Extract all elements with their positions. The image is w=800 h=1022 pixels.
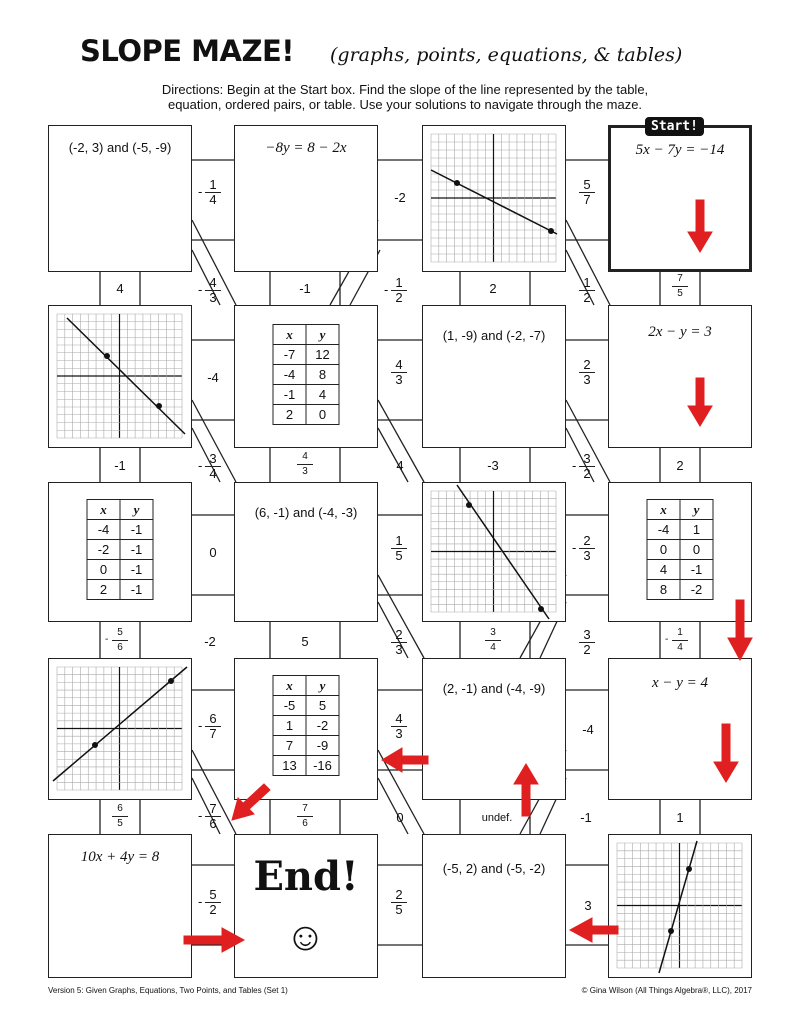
fraction-numerator: 1 xyxy=(672,626,688,641)
table-cell: 2 xyxy=(87,580,120,600)
footer-copyright: © Gina Wilson (All Things Algebra®, LLC), 2017 xyxy=(581,986,752,995)
fraction-numerator: 2 xyxy=(579,534,595,549)
fraction-denominator: 5 xyxy=(395,902,403,917)
table-header-cell: x xyxy=(87,500,120,520)
table-header-cell: y xyxy=(306,325,339,345)
equation: −8y = 8 − 2x xyxy=(265,140,347,156)
arrow-left-icon xyxy=(570,918,618,942)
table-cell: -5 xyxy=(273,696,306,716)
fraction-sign: - xyxy=(198,808,203,823)
fraction-sign: - xyxy=(198,718,203,733)
footer-version: Version 5: Given Graphs, Equations, Two Points, and Tables (Set 1) xyxy=(48,986,288,995)
table-cell: -1 xyxy=(120,580,153,600)
table-cell: -4 xyxy=(647,520,680,540)
table-cell: 2 xyxy=(273,405,306,425)
path-value: -1 xyxy=(580,810,592,825)
fraction-numerator: 5 xyxy=(112,626,128,641)
fraction-numerator: 7 xyxy=(297,802,313,817)
fraction-sign: - xyxy=(105,634,109,645)
table-header-cell: x xyxy=(273,676,306,696)
fraction-sign: - xyxy=(384,282,389,297)
path-value: 1 xyxy=(676,810,684,825)
table-cell: 0 xyxy=(680,540,713,560)
table-cell: 5 xyxy=(306,696,339,716)
table-header-cell: y xyxy=(680,500,713,520)
path-value: -1 xyxy=(299,281,311,296)
arrow-up-icon xyxy=(514,764,538,816)
arrow-down-icon xyxy=(688,378,712,426)
fraction-denominator: 3 xyxy=(583,548,591,563)
table-cell: -2 xyxy=(306,716,339,736)
arrow-down-icon xyxy=(728,600,752,660)
fraction-denominator: 3 xyxy=(209,290,217,305)
path-value: -4 xyxy=(207,370,219,385)
table-header-cell: x xyxy=(647,500,680,520)
fraction-sign: - xyxy=(198,894,203,909)
fraction-numerator: 5 xyxy=(579,178,595,193)
fraction-numerator: 6 xyxy=(205,712,221,727)
path-value: undef. xyxy=(481,812,513,824)
fraction-denominator: 2 xyxy=(209,902,217,917)
fraction-numerator: 2 xyxy=(391,888,407,903)
fraction-denominator: 3 xyxy=(395,372,403,387)
fraction-numerator: 1 xyxy=(391,276,407,291)
fraction-numerator: 2 xyxy=(391,628,407,643)
table-cell: -1 xyxy=(120,540,153,560)
fraction-numerator: 1 xyxy=(391,534,407,549)
table-cell: 7 xyxy=(273,736,306,756)
fraction-sign: - xyxy=(198,184,203,199)
fraction-numerator: 7 xyxy=(205,802,221,817)
table-cell: 0 xyxy=(306,405,339,425)
fraction-denominator: 3 xyxy=(395,642,403,657)
table-cell: 8 xyxy=(647,580,680,600)
fraction-sign: - xyxy=(572,540,577,555)
table-cell: -16 xyxy=(306,756,339,776)
table-cell: -1 xyxy=(680,560,713,580)
path-value: 2 xyxy=(489,281,497,296)
fraction-numerator: 4 xyxy=(205,276,221,291)
fraction-denominator: 4 xyxy=(677,642,683,653)
fraction-denominator: 7 xyxy=(583,192,591,207)
directions-line-1: Directions: Begin at the Start box. Find the slope of the line represented by the table, xyxy=(161,82,649,97)
fraction-numerator: 4 xyxy=(297,450,313,465)
fraction-sign: - xyxy=(198,458,203,473)
arrow-right-icon xyxy=(184,928,244,952)
equation: 10x + 4y = 8 xyxy=(80,849,160,865)
fraction-denominator: 2 xyxy=(395,290,403,305)
fraction-numerator: 3 xyxy=(205,452,221,467)
equation: x − y = 4 xyxy=(651,675,709,691)
table-cell: 1 xyxy=(273,716,306,736)
fraction-numerator: 4 xyxy=(391,358,407,373)
start-label: Start! xyxy=(645,117,704,136)
fraction-denominator: 6 xyxy=(209,816,217,831)
fraction-denominator: 6 xyxy=(302,818,308,829)
fraction-denominator: 3 xyxy=(583,372,591,387)
table-cell: 0 xyxy=(87,560,120,580)
smiley-icon: ☺ xyxy=(285,915,326,959)
fraction-numerator: 6 xyxy=(112,802,128,817)
fraction-denominator: 2 xyxy=(583,642,591,657)
path-value: 0 xyxy=(396,810,404,825)
equation: 5x − 7y = −14 xyxy=(635,142,725,158)
table-header-cell: y xyxy=(120,500,153,520)
table-cell: 1 xyxy=(680,520,713,540)
arrow-downleft-icon xyxy=(232,784,270,820)
path-value: 2 xyxy=(676,458,684,473)
table-cell: -2 xyxy=(680,580,713,600)
table-cell: 4 xyxy=(306,385,339,405)
fraction-denominator: 6 xyxy=(117,642,123,653)
table-cell: 13 xyxy=(273,756,306,776)
table-cell: 0 xyxy=(647,540,680,560)
fraction-numerator: 4 xyxy=(391,712,407,727)
fraction-denominator: 2 xyxy=(583,466,591,481)
fraction-numerator: 1 xyxy=(579,276,595,291)
fraction-denominator: 4 xyxy=(209,192,217,207)
fraction-sign: - xyxy=(572,458,577,473)
fraction-denominator: 2 xyxy=(583,290,591,305)
fraction-denominator: 5 xyxy=(117,818,123,829)
fraction-numerator: 3 xyxy=(579,628,595,643)
fraction-denominator: 7 xyxy=(209,726,217,741)
path-value: -4 xyxy=(582,722,594,737)
arrow-down-icon xyxy=(714,724,738,782)
fraction-numerator: 1 xyxy=(205,178,221,193)
table-cell: -4 xyxy=(273,365,306,385)
fraction-denominator: 4 xyxy=(209,466,217,481)
table-cell: -1 xyxy=(120,520,153,540)
arrow-left-icon xyxy=(382,748,428,772)
table-cell: 4 xyxy=(647,560,680,580)
ordered-pairs: (1, -9) and (-2, -7) xyxy=(442,328,546,343)
fraction-sign: - xyxy=(665,634,669,645)
page-title: SLOPE MAZE! xyxy=(80,34,295,68)
end-label: End! xyxy=(253,853,359,900)
table-header-cell: x xyxy=(273,325,306,345)
path-value: 0 xyxy=(209,545,217,560)
ordered-pairs: (-5, 2) and (-5, -2) xyxy=(442,861,546,876)
path-value: -1 xyxy=(114,458,126,473)
fraction-numerator: 7 xyxy=(672,272,688,287)
arrow-down-icon xyxy=(688,200,712,252)
path-value: 4 xyxy=(396,458,404,473)
table-cell: 8 xyxy=(306,365,339,385)
table-cell: 12 xyxy=(306,345,339,365)
ordered-pairs: (2, -1) and (-4, -9) xyxy=(442,681,546,696)
table-cell: -1 xyxy=(120,560,153,580)
table-cell: -1 xyxy=(273,385,306,405)
table-cell: -7 xyxy=(273,345,306,365)
fraction-numerator: 3 xyxy=(485,626,501,641)
table-cell: -4 xyxy=(87,520,120,540)
ordered-pairs: (6, -1) and (-4, -3) xyxy=(254,505,358,520)
fraction-denominator: 3 xyxy=(302,466,308,477)
page-subtitle: (graphs, points, equations, & tables) xyxy=(330,44,683,66)
table-cell: -2 xyxy=(87,540,120,560)
fraction-numerator: 3 xyxy=(579,452,595,467)
ordered-pairs: (-2, 3) and (-5, -9) xyxy=(68,140,172,155)
fraction-denominator: 5 xyxy=(395,548,403,563)
table-header-cell: y xyxy=(306,676,339,696)
directions-line-2: equation, ordered pairs, or table. Use your solutions to navigate through the maze. xyxy=(167,97,643,112)
table-cell: -9 xyxy=(306,736,339,756)
path-value: -3 xyxy=(487,458,499,473)
path-value: 3 xyxy=(584,898,592,913)
fraction-denominator: 4 xyxy=(490,642,496,653)
fraction-numerator: 2 xyxy=(579,358,595,373)
fraction-sign: - xyxy=(198,282,203,297)
path-value: 4 xyxy=(116,281,124,296)
fraction-denominator: 5 xyxy=(677,288,683,299)
fraction-numerator: 5 xyxy=(205,888,221,903)
equation: 2x − y = 3 xyxy=(648,324,712,340)
path-value: -2 xyxy=(204,634,216,649)
path-value: -2 xyxy=(394,190,406,205)
fraction-denominator: 3 xyxy=(395,726,403,741)
path-value: 5 xyxy=(301,634,309,649)
